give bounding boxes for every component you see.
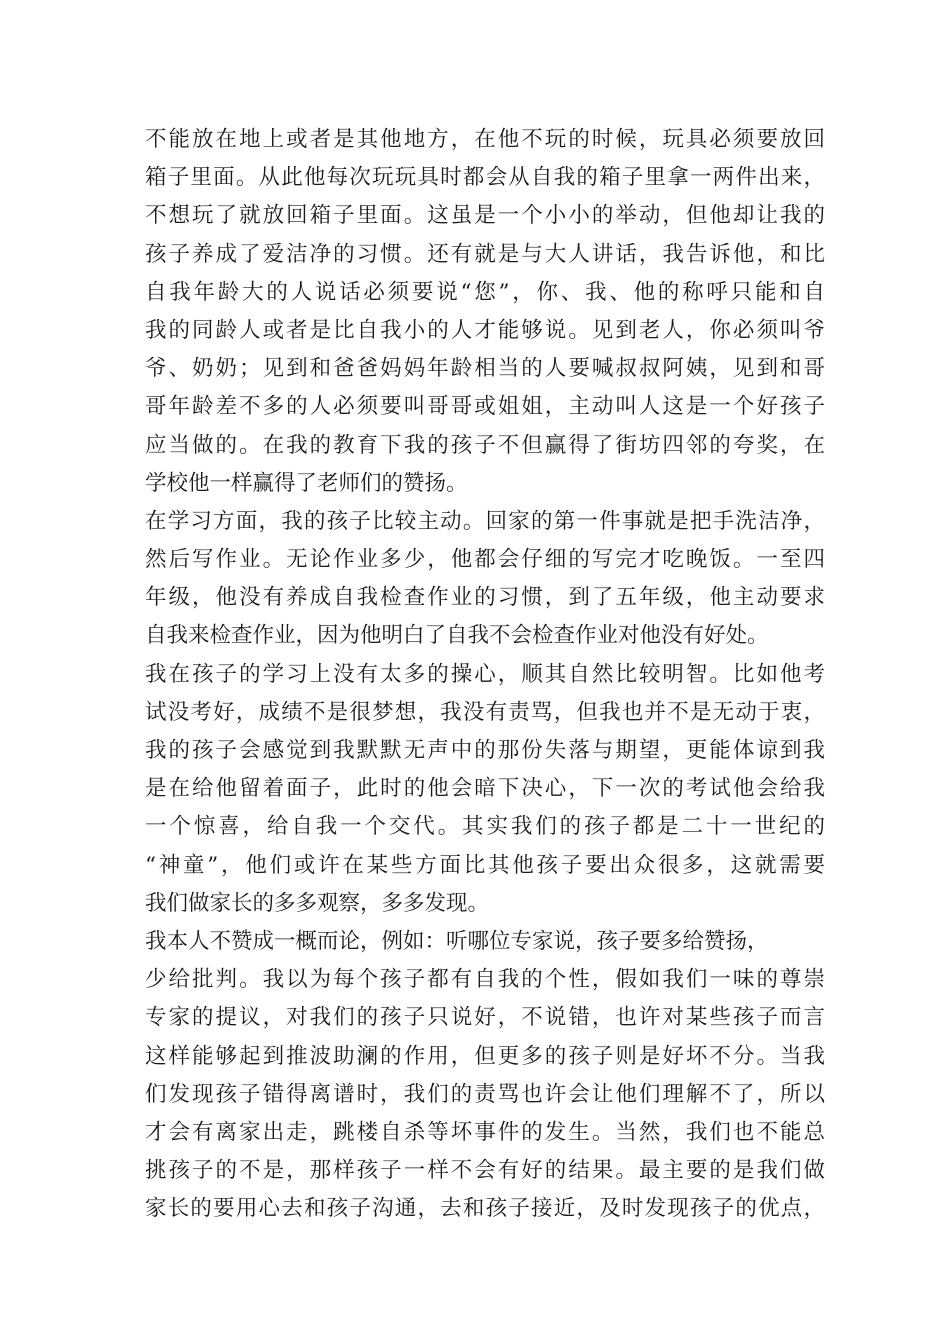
text-line: 然后写作业。无论作业多少，他都会仔细的写完才吃晚饭。一至四 — [145, 547, 825, 573]
text-line: 年级，他没有养成自我检查作业的习惯，到了五年级，他主动要求 — [145, 585, 825, 611]
text-line: 箱子里面。从此他每次玩玩具时都会从自我的箱子里拿一两件出来， — [145, 165, 825, 191]
text-line: 自我年龄大的人说话必须要说“您”，你、我、他的称呼只能和自 — [145, 279, 825, 305]
text-line: 不能放在地上或者是其他地方，在他不玩的时候，玩具必须要放回 — [145, 127, 825, 152]
text-line: 不想玩了就放回箱子里面。这虽是一个小小的举动，但他却让我的 — [145, 203, 825, 229]
text-line: 孩子养成了爱洁净的习惯。还有就是与大人讲话，我告诉他，和比 — [145, 241, 825, 267]
text-line: 是在给他留着面子，此时的他会暗下决心，下一次的考试他会给我 — [145, 776, 825, 802]
body-text — [145, 121, 825, 1228]
text-line: 一个惊喜，给自我一个交代。其实我们的孩子都是二十一世纪的 — [145, 814, 825, 840]
text-line: 应当做的。在我的教育下我的孩子不但赢得了街坊四邻的夸奖，在 — [145, 432, 825, 458]
text-line: 我的孩子会感觉到我默默无声中的那份失落与期望，更能体谅到我 — [145, 738, 825, 763]
text-line: 在学习方面，我的孩子比较主动。回家的第一件事就是把手洗洁净， — [145, 508, 825, 534]
text-line: 少给批判。我以为每个孩子都有自我的个性，假如我们一味的尊崇 — [145, 967, 825, 993]
text-line: 学校他一样赢得了老师们的赞扬。 — [145, 470, 468, 496]
text-line: 挑孩子的不是，那样孩子一样不会有好的结果。最主要的是我们做 — [145, 1158, 825, 1184]
text-line: 才会有离家出走，跳楼自杀等坏事件的发生。当然，我们也不能总 — [145, 1119, 825, 1145]
text-line: 爷、奶奶；见到和爸爸妈妈年龄相当的人要喊叔叔阿姨，见到和哥 — [145, 356, 825, 382]
text-line: 我的同龄人或者是比自我小的人才能够说。见到老人，你必须叫爷 — [145, 317, 825, 343]
text-line: 家长的要用心去和孩子沟通，去和孩子接近，及时发现孩子的优点， — [145, 1196, 825, 1222]
text-line: 专家的提议，对我们的孩子只说好，不说错，也许对某些孩子而言 — [145, 1005, 825, 1031]
text-line: 我们做家长的多多观察，多多发现。 — [145, 890, 490, 916]
text-line: 们发现孩子错得离谱时，我们的责骂也许会让他们理解不了，所以 — [145, 1081, 825, 1107]
text-line: 试没考好，成绩不是很梦想，我没有责骂，但我也并不是无动于衷， — [145, 699, 825, 725]
text-line: 我本人不赞成一概而论，例如：听哪位专家说，孩子要多给赞扬， — [145, 928, 769, 954]
text-line: 自我来检查作业，因为他明白了自我不会检查作业对他没有好处。 — [145, 623, 769, 649]
text-line: “神童”，他们或许在某些方面比其他孩子要出众很多，这就需要 — [145, 852, 825, 878]
text-line: 这样能够起到推波助澜的作用，但更多的孩子则是好坏不分。当我 — [145, 1043, 825, 1069]
text-line: 我在孩子的学习上没有太多的操心，顺其自然比较明智。比如他考 — [145, 661, 825, 687]
text-line: 哥年龄差不多的人必须要叫哥哥或姐姐，主动叫人这是一个好孩子 — [145, 394, 825, 420]
